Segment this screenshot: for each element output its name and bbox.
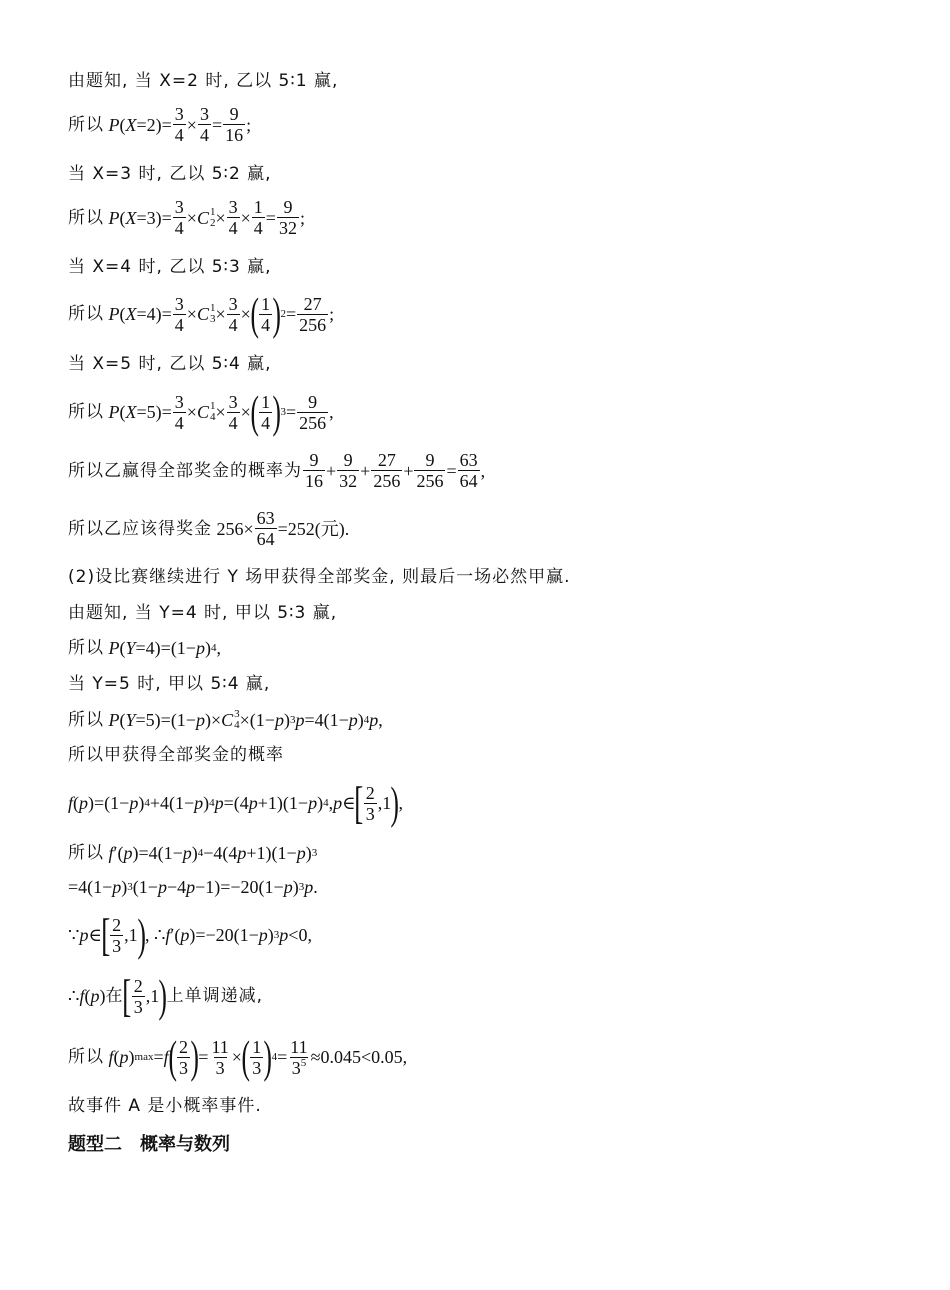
text: 所以乙应该得奖金 [68,518,212,539]
text: =252(元). [277,518,350,539]
text: 所以 [68,114,104,135]
text-line: 当 X=4 时, 乙以 5∶3 赢, [68,257,272,277]
formula-line: 所以 P ( X =2)= $\frac{3}{4}$ × $\frac{3}{4}$ = $\frac{9}{16}$ ; [68,104,252,145]
text-line: 所以甲获得全部奖金的概率 [68,745,284,765]
text-line: (2)设比赛继续进行 Y 场甲获得全部奖金, 则最后一场必然甲赢. [68,567,571,587]
formula-line: 所以 f ′( p )=4(1− p ) 4 −4(4 p +1)(1− p ) 3 [68,843,318,863]
formula-line: 所以乙赢得全部奖金的概率为 $\frac{9}{16}$ + $\frac{9}{32}$ + $\frac{27}{256}$ + $\frac{9}{256}$ = $\frac{63}{64}$ , [68,450,486,491]
text-line: 由题知, 当 Y=4 时, 甲以 5∶3 赢, [68,603,338,623]
section-heading: 题型二 概率与数列 [68,1134,230,1155]
text-line: 当 X=3 时, 乙以 5∶2 赢, [68,164,272,184]
formula-line: f ( p )=(1− p ) 4 +4(1− p ) 4 p =(4 p +1)(1− p ) 4 , p ∈ [ $\frac{2}{3}$ ,1 ) , [68,777,404,828]
formula-line: 所以乙应该得奖金 256× $\frac{63}{64}$ =252(元). [68,508,350,549]
text: 上单调递减, [166,986,264,1006]
formula-line: 所以 P ( X =5)= $\frac{3}{4}$ × C 1 4 × $\frac{3}{4}$ × ( $\frac{1}{4}$ ) 3 = $\frac{9}{256}$ , [68,386,334,437]
text-line: 当 X=5 时, 乙以 5∶4 赢, [68,354,272,374]
formula-line: 所以 P ( Y =5)=(1− p )× C 3 4 ×(1− p ) 3 p =4(1− p ) 4 p , [68,708,383,731]
text-line: 故事件 A 是小概率事件. [68,1096,262,1116]
formula-line: ∴ f ( p ) 在 [ $\frac{2}{3}$ ,1 ) 上单调递减, [68,970,264,1021]
fraction: $\frac{3}{4}$ [199,104,209,145]
formula-line: 所以 P ( Y =4)=(1− p ) 4 , [68,638,221,658]
formula-line: 所以 f ( p ) max = f ( $\frac{2}{3}$ ) = $\frac{11}{3}$ × ( $\frac{1}{3}$ ) 4 = $\frac{11}{3^5}$ ≈0.045<0.05, [68,1031,408,1082]
formula-line: 所以 P ( X =3)= $\frac{3}{4}$ × C 1 2 × $\frac{3}{4}$ × $\frac{1}{4}$ = $\frac{9}{32}$ ; [68,197,305,238]
fraction: $\frac{3}{4}$ [174,104,184,145]
formula-line: ∵ p ∈ [ $\frac{2}{3}$ ,1 ) , ∴ f ′( p )=−20(1− p ) 3 p <0, [68,909,312,960]
text-line: 当 Y=5 时, 甲以 5∶4 赢, [68,674,271,694]
formula-line: 所以 P ( X =4)= $\frac{3}{4}$ × C 1 3 × $\frac{3}{4}$ × ( $\frac{1}{4}$ ) 2 = $\frac{27}{256}$ ; [68,288,335,339]
fraction: $\frac{9}{16}$ [225,104,244,145]
text: 256× [216,518,254,539]
text: 所以乙赢得全部奖金的概率为 [68,460,302,481]
formula-line: =4(1− p ) 3 (1− p −4 p −1)=−20(1− p ) 3 p . [68,877,318,897]
text-line: 由题知, 当 X=2 时, 乙以 5∶1 赢, [68,71,339,91]
